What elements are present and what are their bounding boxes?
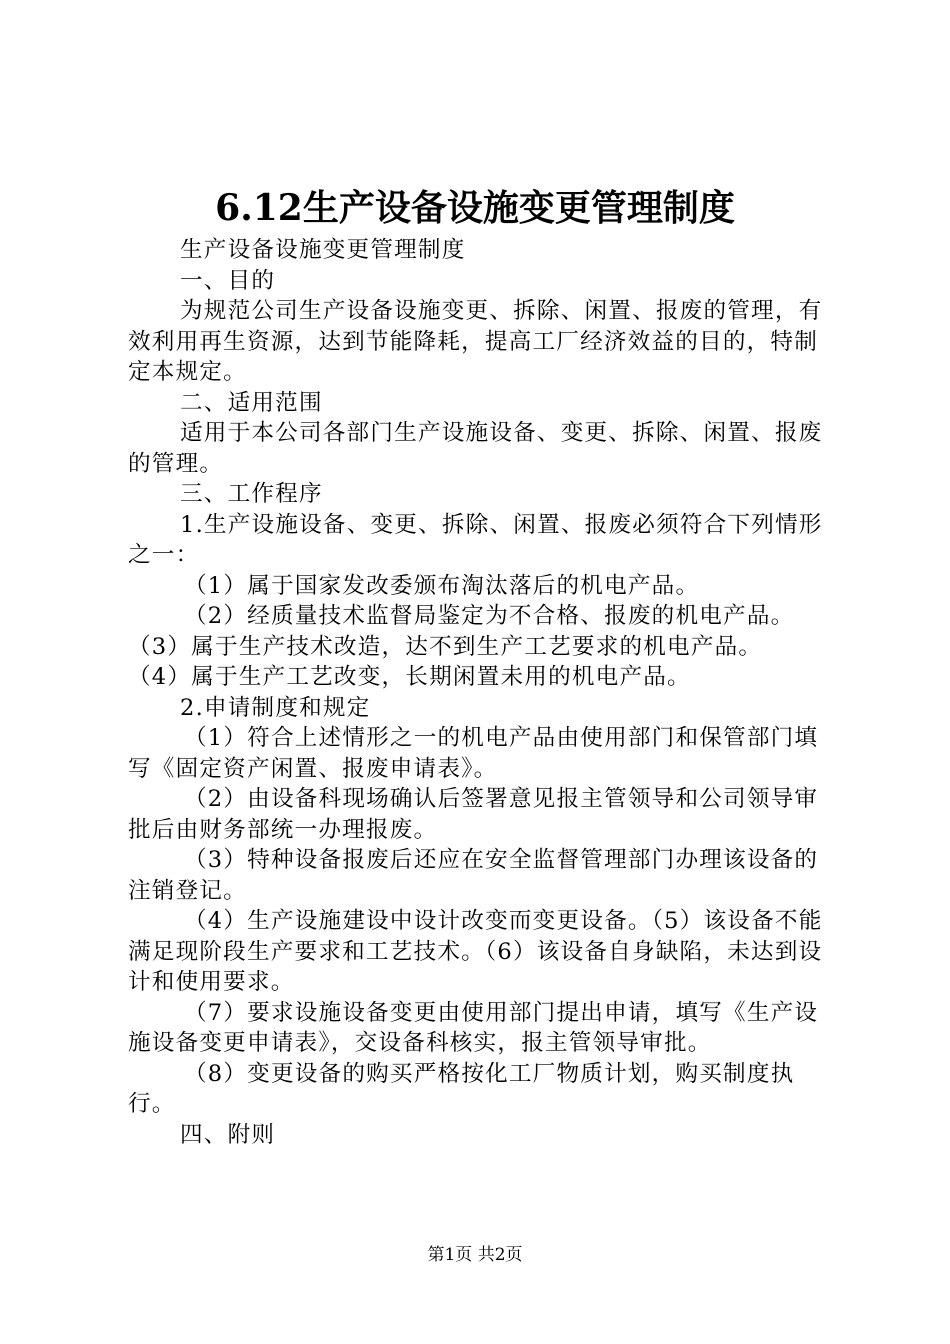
paragraph-procedure-1: 1.生产设施设备、变更、拆除、闲置、报废必须符合下列情形之一：	[128, 511, 823, 568]
list-item-2-8: （8）变更设备的购买严格按化工厂物质计划，购买制度执行。	[128, 1060, 795, 1117]
paragraph-procedure-2: 2.申请制度和规定	[180, 694, 371, 721]
section-heading-procedure: 三、工作程序	[180, 481, 323, 507]
paragraph-subtitle: 生产设备设施变更管理制度	[180, 237, 466, 263]
section-heading-purpose: 一、目的	[180, 267, 276, 294]
document-body	[128, 235, 834, 1150]
list-item-2-7: （7）要求设施设备变更由使用部门提出申请，填写《生产设施设备变更申请表》，交设备科核实，报主管领导审批。	[128, 999, 819, 1056]
list-item-2-4: （4）生产设施建设中设计改变而变更设备。（5）该设备不能满足现阶段生产要求和工艺技术。（6）该设备自身缺陷，未达到设计和使用要求。	[128, 908, 823, 995]
page-footer: 第1页 共2页	[427, 1245, 523, 1265]
list-item-1-1: （1）属于国家发改委颁布淘汰落后的机电产品。	[184, 572, 700, 599]
list-item-2-2: （2）由设备科现场确认后签署意见报主管领导和公司领导审批后由财务部统一办理报废。	[128, 786, 819, 843]
paragraph-scope: 适用于本公司各部门生产设施设备、变更、拆除、闲置、报废的管理。	[128, 420, 823, 477]
page-title: 6.12生产设备设施变更管理制度	[215, 187, 735, 229]
list-item-1-4: （4）属于生产工艺改变，长期闲置未用的机电产品。	[128, 664, 691, 690]
list-item-2-3: （3）特种设备报废后还应在安全监督管理部门办理该设备的注销登记。	[128, 847, 819, 904]
section-heading-scope: 二、适用范围	[180, 389, 323, 416]
list-item-2-1: （1）符合上述情形之一的机电产品由使用部门和保管部门填写《固定资产闲置、报废申请表》。	[128, 725, 819, 782]
list-item-1-3: （3）属于生产技术改造，达不到生产工艺要求的机电产品。	[128, 633, 763, 660]
list-item-1-2: （2）经质量技术监督局鉴定为不合格、报废的机电产品。	[184, 603, 795, 629]
paragraph-purpose: 为规范公司生产设备设施变更、拆除、闲置、报废的管理，有效利用再生资源，达到节能降耗，提高工厂经济效益的目的，特制定本规定。	[128, 298, 823, 385]
section-heading-appendix: 四、附则	[180, 1121, 276, 1148]
